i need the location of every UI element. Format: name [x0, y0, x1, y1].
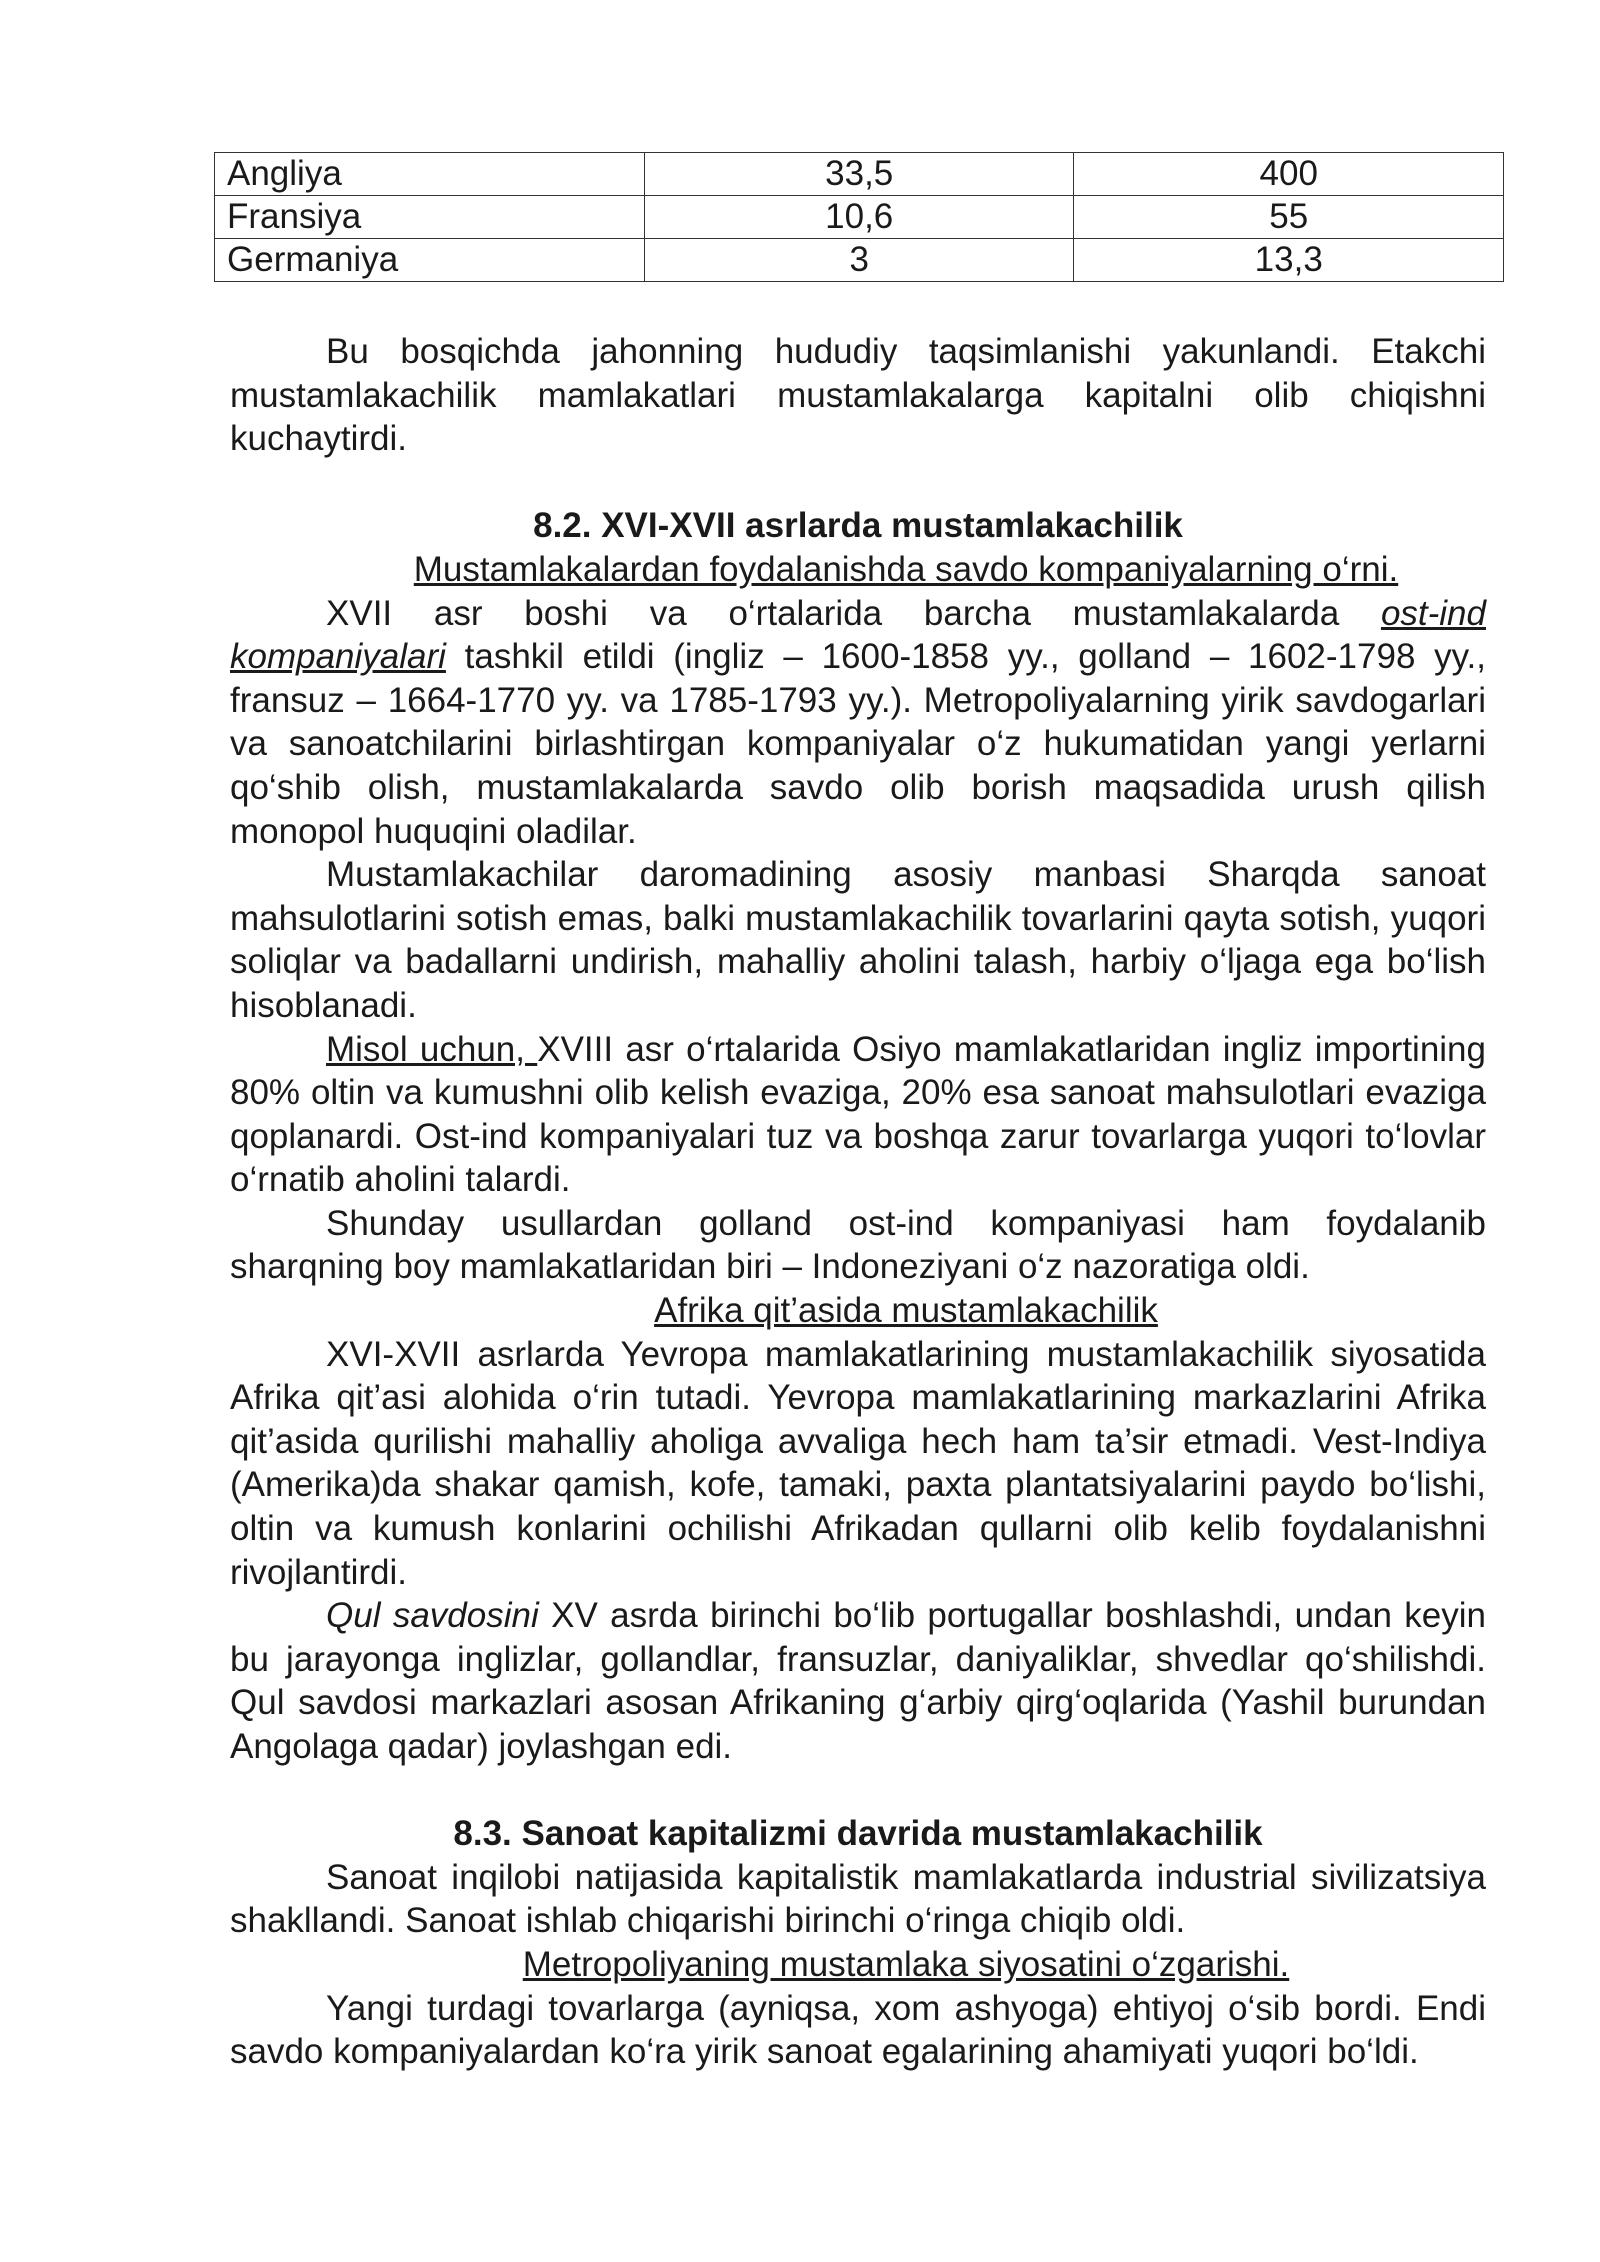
paragraph-dutch: Shunday usullardan golland ost-ind kompaniyasi ham foydalanib sharqning boy mamlakatlaridan biri – Indoneziyani o‘z nazoratiga oldi. — [230, 1203, 1486, 1287]
table-row — [215, 239, 1504, 282]
table-cell-value: 3 — [644, 239, 1074, 282]
table-cell-value: 13,3 — [1074, 239, 1504, 282]
table-cell-value: 400 — [1074, 153, 1504, 196]
paragraph-text: XVIII asr o‘rtalarida Osiyo mamlakatlaridan ingliz importining 80% oltin va kumushni olib kelish evaziga, 20% esa sanoat mahsulotlari evaziga qoplanardi. Ost-ind kompaniyalari tuz va boshqa zarur tovarlarga yuqori to‘lovlar o‘rnatib aholini talardi. — [230, 1029, 1486, 1200]
paragraph-text: XVII asr boshi va o‘rtalarida barcha mustamlakalarda — [326, 593, 1381, 633]
paragraph-example — [230, 1028, 1486, 1202]
table-cell-value: 55 — [1074, 196, 1504, 239]
spacer — [230, 1769, 1486, 1813]
subheading-africa: Afrika qit’asida mustamlakachilik — [654, 1291, 1158, 1331]
table-cell-value: 33,5 — [644, 153, 1074, 196]
table-cell-country: Germaniya — [215, 239, 645, 282]
underlined-phrase: Misol uchun, — [326, 1029, 538, 1069]
section-heading-8-2: 8.2. XVI-XVII asrlarda mustamlakachilik — [533, 506, 1183, 546]
subheading-metropolis: Metropoliyaning mustamlaka siyosatini o‘zgarishi. — [522, 1944, 1290, 1984]
statistics-table — [214, 152, 1504, 282]
table-cell-value: 10,6 — [644, 196, 1074, 239]
paragraph-income-sources: Mustamlakachilar daromadining asosiy manbasi Sharqda sanoat mahsulotlarini sotish emas, balki mustamlakachilik tovarlarini qayta sotish, yuqori soliqlar va badallarni undirish, mahalliy aholini talash, harbiy o‘ljaga ega bo‘lish hisoblanadi. — [230, 855, 1486, 1025]
body-text — [230, 330, 1486, 2074]
paragraph-industrial: Sanoat inqilobi natijasida kapitalistik mamlakatlarda industrial sivilizatsiya shakllandi. Sanoat ishlab chiqarishi birinchi o‘ringa chiqib oldi. — [230, 1857, 1486, 1941]
paragraph-new-goods: Yangi turdagi tovarlarga (ayniqsa, xom ashyoga) ehtiyoj o‘sib bordi. Endi savdo kompaniyalardan ko‘ra yirik sanoat egalarining ahamiyati yuqori bo‘ldi. — [230, 1988, 1486, 2072]
section-heading-8-3: 8.3. Sanoat kapitalizmi davrida mustamlakachilik — [453, 1814, 1263, 1854]
table-cell-country: Fransiya — [215, 196, 645, 239]
emphasis-term: Qul savdosini — [326, 1596, 539, 1636]
table-row — [215, 153, 1504, 196]
table-row — [215, 196, 1504, 239]
paragraph-slave-trade — [230, 1594, 1486, 1768]
spacer — [230, 461, 1486, 505]
paragraph-text: XV asrda birinchi bo‘lib portugallar boshlashdi, undan keyin bu jarayonga inglizlar, gollandlar, fransuzlar, daniyaliklar, shvedlar qo‘shilishdi. Qul savdosi markazlari asosan Afrikaning g‘arbiy qirg‘oqlarida (Yashil burundan Angolaga qadar) joylashgan edi. — [230, 1596, 1486, 1766]
table-cell-country: Angliya — [215, 153, 645, 196]
paragraph-text: tashkil etildi (ingliz – 1600-1858 yy., golland – 1602-1798 yy., fransuz – 1664-1770 yy. va 1785-1793 yy.). Metropoliyalarning yirik savdogarlari va sanoatchilarini birlashtirgan kompaniyalar o‘z hukumatidan yangi yerlarni qo‘shib olish, mustamlakalarda savdo olib borish maqsadida urush qilish monopol huquqini oladilar. — [230, 637, 1486, 851]
subheading-trade-companies: Mustamlakalardan foydalanishda savdo kompaniyalarning o‘rni. — [413, 549, 1399, 589]
paragraph-africa: XVI-XVII asrlarda Yevropa mamlakatlarining mustamlakachilik siyosatida Afrika qit’asi alohida o‘rin tutadi. Yevropa mamlakatlarining markazlarini Afrika qit’asida qurilishi mahalliy aholiga avvaliga hech ham ta’sir etmadi. Vest-Indiya (Amerika)da shakar qamish, kofe, tamaki, paxta plantatsiyalarini paydo bo‘lishi, oltin va kumush konlarini ochilishi Afrikadan qullarni olib kelib foydalanishni rivojlantirdi. — [230, 1334, 1486, 1592]
paragraph-ost-ind — [230, 592, 1486, 854]
emphasis-term: ost-ind kompaniyalari — [230, 593, 1486, 677]
intro-paragraph: Bu bosqichda jahonning hududiy taqsimlanishi yakunlandi. Etakchi mustamlakachilik mamlakatlari mustamlakalarga kapitalni olib chiqishni kuchaytirdi. — [230, 332, 1486, 459]
